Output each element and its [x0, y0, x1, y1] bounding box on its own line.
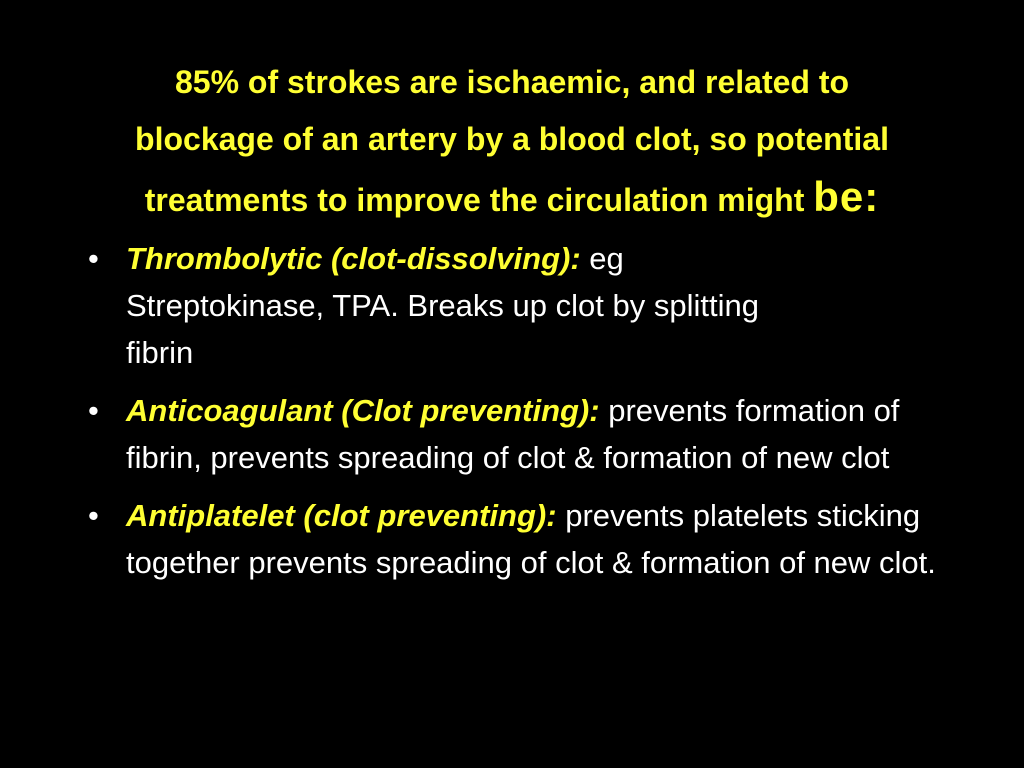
treatment-bullet-list [82, 235, 962, 597]
bullet-lead-anticoagulant: Anticoagulant (Clot preventing): [126, 393, 600, 428]
bullet-icon: • [88, 498, 99, 533]
title-line-2: blockage of an artery by a blood clot, so potential [135, 121, 889, 157]
bullet-item-thrombolytic [82, 235, 826, 376]
bullet-text-anticoagulant: prevents formation of fibrin, prevents spreading of clot & formation of new clot [126, 393, 900, 475]
bullet-icon: • [88, 241, 99, 276]
bullet-text-antiplatelet: prevents platelets sticking together prevents spreading of clot & formation of new clot. [126, 498, 936, 580]
slide-title [20, 54, 1004, 229]
bullet-lead-antiplatelet: Antiplatelet (clot preventing): [126, 498, 557, 533]
title-line-1: 85% of strokes are ischaemic, and related to [174, 64, 850, 100]
title-line-3 [20, 168, 1004, 229]
bullet-lead-thrombolytic: Thrombolytic (clot-dissolving): [126, 241, 581, 276]
title-line-3-text: treatments to improve the circulation might [144, 182, 805, 218]
bullet-icon: • [88, 393, 99, 428]
bullet-item-anticoagulant [82, 387, 926, 481]
bullet-item-antiplatelet [82, 492, 936, 586]
title-final-word: be: [813, 173, 880, 220]
bullet-text-thrombolytic: eg Streptokinase, TPA. Breaks up clot by splitting fibrin [126, 241, 759, 370]
